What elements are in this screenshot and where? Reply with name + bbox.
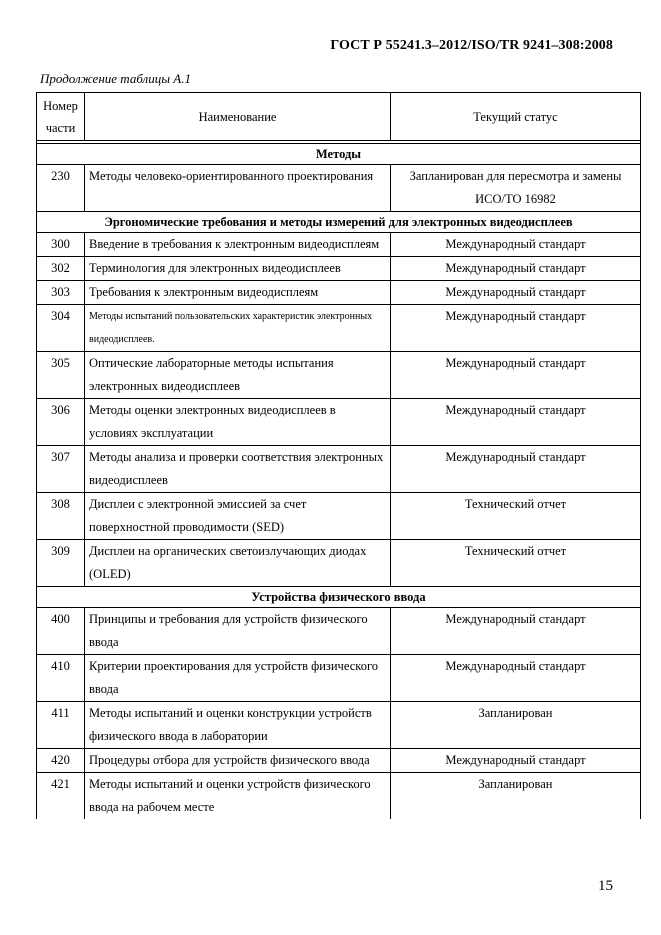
section-title: Устройства физического ввода (37, 587, 641, 608)
part-status: Запланирован для пересмотра и замены ИСО/ТО 16982 (391, 165, 641, 212)
table-continuation-label: Продолжение таблицы А.1 (40, 71, 191, 86)
part-name: Методы испытаний пользовательских характеристик электронных видеодисплеев. (85, 305, 391, 352)
part-name: Введение в требования к электронным видеодисплеям (85, 233, 391, 257)
part-number: 305 (37, 352, 85, 399)
part-number: 400 (37, 608, 85, 655)
table-row (37, 352, 641, 399)
section-title: Методы (37, 144, 641, 165)
part-name: Дисплеи на органических светоизлучающих диодах (OLED) (85, 540, 391, 587)
table-row (37, 165, 641, 212)
part-status: Международный стандарт (391, 233, 641, 257)
column-header-number-line1: Номер (43, 98, 78, 113)
section-title: Эргономические требования и методы измерений для электронных видеодисплеев (37, 212, 641, 233)
table-row (37, 257, 641, 281)
part-number: 410 (37, 655, 85, 702)
part-name: Терминология для электронных видеодисплеев (85, 257, 391, 281)
table-row (37, 702, 641, 749)
table-row (37, 655, 641, 702)
column-header-name: Наименование (85, 93, 391, 141)
part-name: Оптические лабораторные методы испытания электронных видеодисплеев (85, 352, 391, 399)
part-number: 302 (37, 257, 85, 281)
part-number: 411 (37, 702, 85, 749)
part-name: Методы испытаний и оценки устройств физического ввода на рабочем месте (85, 773, 391, 820)
section-row (37, 587, 641, 608)
part-status: Международный стандарт (391, 749, 641, 773)
table-row (37, 540, 641, 587)
part-status: Технический отчет (391, 540, 641, 587)
part-number: 420 (37, 749, 85, 773)
table-header-row (37, 93, 641, 141)
table-row (37, 399, 641, 446)
part-number: 300 (37, 233, 85, 257)
part-status: Запланирован (391, 702, 641, 749)
part-name: Процедуры отбора для устройств физического ввода (85, 749, 391, 773)
part-name: Требования к электронным видеодисплеям (85, 281, 391, 305)
part-status: Международный стандарт (391, 655, 641, 702)
page-number: 15 (598, 878, 613, 894)
part-number: 309 (37, 540, 85, 587)
part-number: 307 (37, 446, 85, 493)
part-name: Дисплеи с электронной эмиссией за счет поверхностной проводимости (SED) (85, 493, 391, 540)
column-header-number-line2: части (45, 120, 76, 135)
part-status: Технический отчет (391, 493, 641, 540)
part-number: 306 (37, 399, 85, 446)
column-header-status: Текущий статус (391, 93, 641, 141)
part-number: 421 (37, 773, 85, 820)
part-status: Международный стандарт (391, 352, 641, 399)
table-row (37, 281, 641, 305)
document-code-header: ГОСТ Р 55241.3–2012/ISO/TR 9241–308:2008 (330, 38, 613, 53)
part-name: Принципы и требования для устройств физического ввода (85, 608, 391, 655)
part-status: Международный стандарт (391, 257, 641, 281)
part-number: 230 (37, 165, 85, 212)
column-header-number (37, 93, 85, 141)
table-row (37, 446, 641, 493)
part-status: Международный стандарт (391, 608, 641, 655)
part-status: Международный стандарт (391, 446, 641, 493)
part-name: Методы оценки электронных видеодисплеев в условиях эксплуатации (85, 399, 391, 446)
part-status: Запланирован (391, 773, 641, 820)
part-status: Международный стандарт (391, 281, 641, 305)
part-name: Методы анализа и проверки соответствия электронных видеодисплеев (85, 446, 391, 493)
section-row (37, 144, 641, 165)
part-number: 308 (37, 493, 85, 540)
table-row (37, 608, 641, 655)
part-number: 304 (37, 305, 85, 352)
table-row (37, 493, 641, 540)
part-status: Международный стандарт (391, 305, 641, 352)
table-row (37, 773, 641, 820)
part-number: 303 (37, 281, 85, 305)
part-name: Методы человеко-ориентированного проектирования (85, 165, 391, 212)
table-row (37, 233, 641, 257)
table-row (37, 305, 641, 352)
part-status: Международный стандарт (391, 399, 641, 446)
table-row (37, 749, 641, 773)
part-name: Критерии проектирования для устройств физического ввода (85, 655, 391, 702)
standards-table (36, 92, 641, 819)
part-name: Методы испытаний и оценки конструкции устройств физического ввода в лаборатории (85, 702, 391, 749)
section-row (37, 212, 641, 233)
